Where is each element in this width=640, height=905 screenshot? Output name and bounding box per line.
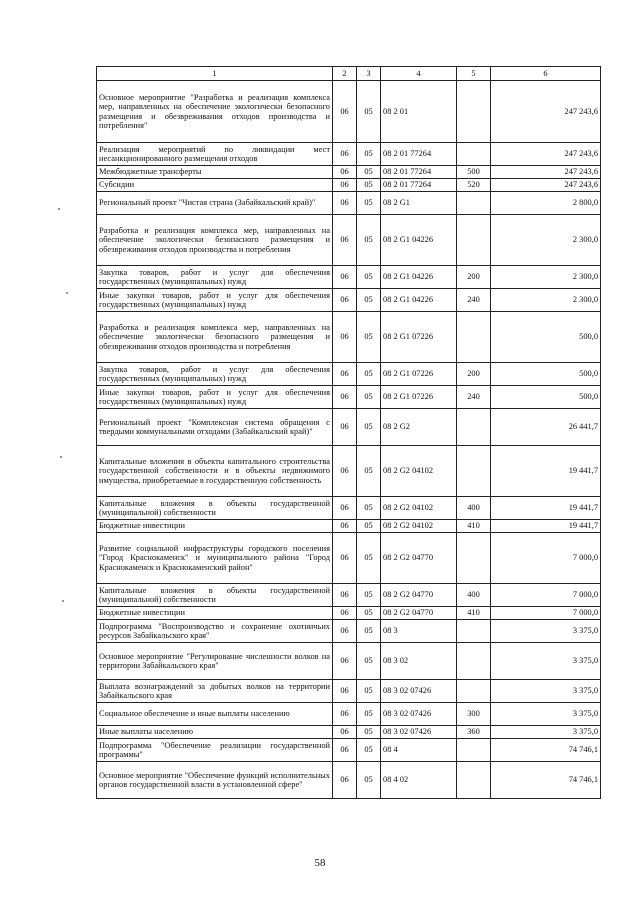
row-c3-cell: 05 xyxy=(357,81,381,143)
table-row xyxy=(97,497,601,520)
row-c5-cell xyxy=(457,762,491,799)
row-c4-cell: 08 2 G2 04770 xyxy=(381,584,457,607)
row-c6-cell: 247 243,6 xyxy=(491,81,601,143)
row-c6-cell: 500,0 xyxy=(491,386,601,409)
row-c5-cell: 410 xyxy=(457,607,491,620)
row-c5-cell xyxy=(457,215,491,266)
row-c4-cell: 08 2 01 xyxy=(381,81,457,143)
row-c4-cell: 08 3 02 07426 xyxy=(381,726,457,739)
row-c6-cell: 19 441,7 xyxy=(491,446,601,497)
row-c3-cell: 05 xyxy=(357,179,381,192)
row-c5-cell xyxy=(457,409,491,446)
row-c4-cell: 08 4 02 xyxy=(381,762,457,799)
row-c2-cell: 06 xyxy=(333,363,357,386)
row-c2-cell: 06 xyxy=(333,446,357,497)
table-row xyxy=(97,584,601,607)
row-c3-cell: 05 xyxy=(357,762,381,799)
row-name-cell: Подпрограмма "Воспроизводство и сохранение охотничьих ресурсов Забайкальского края" xyxy=(97,620,333,643)
row-c3-cell: 05 xyxy=(357,739,381,762)
table-row xyxy=(97,726,601,739)
row-c4-cell: 08 2 G1 04226 xyxy=(381,289,457,312)
row-c6-cell: 3 375,0 xyxy=(491,680,601,703)
row-c5-cell: 360 xyxy=(457,726,491,739)
row-c5-cell: 400 xyxy=(457,584,491,607)
row-c6-cell: 247 243,6 xyxy=(491,143,601,166)
row-name-cell: Капитальные вложения в объекты капитального строительства государственной собственности и в объекты недвижимого имущества, приобретаемые в государственную собственность xyxy=(97,446,333,497)
row-c2-cell: 06 xyxy=(333,703,357,726)
table-row xyxy=(97,289,601,312)
row-c6-cell: 2 800,0 xyxy=(491,192,601,215)
row-c2-cell: 06 xyxy=(333,289,357,312)
row-c2-cell: 06 xyxy=(333,497,357,520)
scan-speck xyxy=(66,292,68,294)
row-c3-cell: 05 xyxy=(357,289,381,312)
row-name-cell: Иные закупки товаров, работ и услуг для обеспечения государственных (муниципальных) нужд xyxy=(97,386,333,409)
row-c5-cell: 200 xyxy=(457,363,491,386)
scan-speck xyxy=(60,456,62,458)
row-c3-cell: 05 xyxy=(357,533,381,584)
row-c6-cell: 3 375,0 xyxy=(491,703,601,726)
row-c5-cell xyxy=(457,446,491,497)
row-c3-cell: 05 xyxy=(357,726,381,739)
row-c4-cell: 08 4 xyxy=(381,739,457,762)
row-name-cell: Иные выплаты населению xyxy=(97,726,333,739)
row-c4-cell: 08 2 G2 04770 xyxy=(381,533,457,584)
row-name-cell: Закупка товаров, работ и услуг для обеспечения государственных (муниципальных) нужд xyxy=(97,266,333,289)
row-c2-cell: 06 xyxy=(333,584,357,607)
row-c3-cell: 05 xyxy=(357,584,381,607)
row-c5-cell: 240 xyxy=(457,386,491,409)
row-c2-cell: 06 xyxy=(333,520,357,533)
row-c6-cell: 19 441,7 xyxy=(491,497,601,520)
table-row xyxy=(97,386,601,409)
row-c5-cell xyxy=(457,81,491,143)
row-c3-cell: 05 xyxy=(357,497,381,520)
row-c5-cell: 300 xyxy=(457,703,491,726)
row-c6-cell: 2 300,0 xyxy=(491,266,601,289)
row-name-cell: Бюджетные инвестиции xyxy=(97,607,333,620)
row-c3-cell: 05 xyxy=(357,266,381,289)
column-header: 5 xyxy=(457,67,491,81)
row-c6-cell: 247 243,6 xyxy=(491,179,601,192)
row-c3-cell: 05 xyxy=(357,409,381,446)
column-header: 4 xyxy=(381,67,457,81)
table-row xyxy=(97,680,601,703)
row-c2-cell: 06 xyxy=(333,726,357,739)
row-c2-cell: 06 xyxy=(333,179,357,192)
table-row xyxy=(97,620,601,643)
row-name-cell: Закупка товаров, работ и услуг для обеспечения государственных (муниципальных) нужд xyxy=(97,363,333,386)
row-name-cell: Капитальные вложения в объекты государственной (муниципальной) собственности xyxy=(97,584,333,607)
table-row xyxy=(97,166,601,179)
row-c3-cell: 05 xyxy=(357,620,381,643)
row-c2-cell: 06 xyxy=(333,386,357,409)
budget-table xyxy=(96,66,601,799)
row-c6-cell: 3 375,0 xyxy=(491,726,601,739)
row-name-cell: Разработка и реализация комплекса мер, направленных на обеспечение экологически безопасного размещения и обезвреживания отходов производства и потребления xyxy=(97,312,333,363)
table-row xyxy=(97,312,601,363)
row-c6-cell: 2 300,0 xyxy=(491,215,601,266)
row-name-cell: Развитие социальной инфраструктуры городского поселения "Город Краснокаменск" и муниципального района "Город Краснокаменск и Краснокаменский район" xyxy=(97,533,333,584)
column-header: 6 xyxy=(491,67,601,81)
row-c4-cell: 08 3 02 07426 xyxy=(381,680,457,703)
row-c6-cell: 74 746,1 xyxy=(491,762,601,799)
row-c4-cell: 08 2 G1 04226 xyxy=(381,215,457,266)
table-row xyxy=(97,520,601,533)
row-c3-cell: 05 xyxy=(357,607,381,620)
row-c2-cell: 06 xyxy=(333,215,357,266)
table-row xyxy=(97,739,601,762)
row-c5-cell xyxy=(457,143,491,166)
row-c3-cell: 05 xyxy=(357,363,381,386)
row-c2-cell: 06 xyxy=(333,739,357,762)
row-c4-cell: 08 2 G1 xyxy=(381,192,457,215)
row-name-cell: Иные закупки товаров, работ и услуг для обеспечения государственных (муниципальных) нужд xyxy=(97,289,333,312)
row-c2-cell: 06 xyxy=(333,533,357,584)
row-c4-cell: 08 2 01 77264 xyxy=(381,179,457,192)
column-header: 2 xyxy=(333,67,357,81)
row-c4-cell: 08 2 G2 04770 xyxy=(381,607,457,620)
row-c2-cell: 06 xyxy=(333,81,357,143)
row-name-cell: Межбюджетные трансферты xyxy=(97,166,333,179)
row-c2-cell: 06 xyxy=(333,643,357,680)
row-c2-cell: 06 xyxy=(333,166,357,179)
row-c2-cell: 06 xyxy=(333,192,357,215)
row-c3-cell: 05 xyxy=(357,680,381,703)
row-name-cell: Капитальные вложения в объекты государственной (муниципальной) собственности xyxy=(97,497,333,520)
row-c3-cell: 05 xyxy=(357,312,381,363)
page-number: 58 xyxy=(314,857,326,869)
row-c3-cell: 05 xyxy=(357,143,381,166)
row-name-cell: Региональный проект "Комплексная система обращения с твердыми коммунальными отходами (Забайкальский край)" xyxy=(97,409,333,446)
row-c4-cell: 08 2 G1 07226 xyxy=(381,312,457,363)
table-row xyxy=(97,533,601,584)
row-c5-cell xyxy=(457,192,491,215)
table-row xyxy=(97,215,601,266)
row-c6-cell: 26 441,7 xyxy=(491,409,601,446)
table-row xyxy=(97,643,601,680)
row-c6-cell: 7 000,0 xyxy=(491,533,601,584)
row-c3-cell: 05 xyxy=(357,215,381,266)
row-c4-cell: 08 2 G2 04102 xyxy=(381,446,457,497)
table-row xyxy=(97,409,601,446)
row-c2-cell: 06 xyxy=(333,620,357,643)
row-c2-cell: 06 xyxy=(333,680,357,703)
row-name-cell: Подпрограмма "Обеспечение реализации государственной программы" xyxy=(97,739,333,762)
row-c6-cell: 19 441,7 xyxy=(491,520,601,533)
row-c6-cell: 247 243,6 xyxy=(491,166,601,179)
scan-speck xyxy=(58,208,60,210)
row-c4-cell: 08 2 G2 04102 xyxy=(381,497,457,520)
row-c5-cell: 200 xyxy=(457,266,491,289)
header-row xyxy=(97,67,601,81)
row-c3-cell: 05 xyxy=(357,192,381,215)
row-c4-cell: 08 3 02 xyxy=(381,643,457,680)
row-c4-cell: 08 2 G1 07226 xyxy=(381,386,457,409)
row-name-cell: Социальное обеспечение и иные выплаты населению xyxy=(97,703,333,726)
row-c3-cell: 05 xyxy=(357,703,381,726)
row-c2-cell: 06 xyxy=(333,266,357,289)
table-row xyxy=(97,143,601,166)
table-row xyxy=(97,446,601,497)
row-c4-cell: 08 3 xyxy=(381,620,457,643)
row-c3-cell: 05 xyxy=(357,643,381,680)
row-c6-cell: 74 746,1 xyxy=(491,739,601,762)
row-c2-cell: 06 xyxy=(333,607,357,620)
row-c5-cell xyxy=(457,533,491,584)
row-c5-cell: 240 xyxy=(457,289,491,312)
row-name-cell: Реализация мероприятий по ликвидации мест несанкционированного размещения отходов xyxy=(97,143,333,166)
row-name-cell: Субсидии xyxy=(97,179,333,192)
row-c5-cell xyxy=(457,312,491,363)
table-row xyxy=(97,179,601,192)
row-c4-cell: 08 2 G2 xyxy=(381,409,457,446)
row-name-cell: Выплата вознаграждений за добытых волков на территории Забайкальского края xyxy=(97,680,333,703)
row-c3-cell: 05 xyxy=(357,446,381,497)
row-c6-cell: 3 375,0 xyxy=(491,643,601,680)
row-name-cell: Основное мероприятие "Регулирование численности волков на территории Забайкальского края" xyxy=(97,643,333,680)
column-header: 1 xyxy=(97,67,333,81)
row-c6-cell: 3 375,0 xyxy=(491,620,601,643)
row-c5-cell: 500 xyxy=(457,166,491,179)
table-body xyxy=(97,81,601,799)
row-c6-cell: 7 000,0 xyxy=(491,607,601,620)
table-row xyxy=(97,81,601,143)
row-name-cell: Основное мероприятие "Обеспечение функций исполнительных органов государственной власти в установленной сфере" xyxy=(97,762,333,799)
row-c4-cell: 08 2 G2 04102 xyxy=(381,520,457,533)
row-c3-cell: 05 xyxy=(357,386,381,409)
row-c4-cell: 08 2 01 77264 xyxy=(381,143,457,166)
row-c2-cell: 06 xyxy=(333,762,357,799)
row-c6-cell: 7 000,0 xyxy=(491,584,601,607)
table-row xyxy=(97,703,601,726)
row-c4-cell: 08 2 G1 04226 xyxy=(381,266,457,289)
table-row xyxy=(97,363,601,386)
row-c5-cell: 520 xyxy=(457,179,491,192)
row-name-cell: Региональный проект "Чистая страна (Забайкальский край)" xyxy=(97,192,333,215)
row-c5-cell xyxy=(457,680,491,703)
row-name-cell: Бюджетные инвестиции xyxy=(97,520,333,533)
row-c3-cell: 05 xyxy=(357,166,381,179)
row-c2-cell: 06 xyxy=(333,409,357,446)
table-row xyxy=(97,266,601,289)
row-name-cell: Разработка и реализация комплекса мер, направленных на обеспечение экологически безопасного размещения и обезвреживания отходов производства и потребления xyxy=(97,215,333,266)
table-row xyxy=(97,762,601,799)
row-c4-cell: 08 3 02 07426 xyxy=(381,703,457,726)
row-c2-cell: 06 xyxy=(333,312,357,363)
row-c2-cell: 06 xyxy=(333,143,357,166)
scan-speck xyxy=(62,600,64,602)
column-header: 3 xyxy=(357,67,381,81)
row-c5-cell xyxy=(457,620,491,643)
row-c5-cell xyxy=(457,643,491,680)
table-row xyxy=(97,192,601,215)
row-c5-cell: 410 xyxy=(457,520,491,533)
row-c4-cell: 08 2 G1 07226 xyxy=(381,363,457,386)
table-row xyxy=(97,607,601,620)
row-c6-cell: 500,0 xyxy=(491,312,601,363)
row-c6-cell: 2 300,0 xyxy=(491,289,601,312)
row-c5-cell: 400 xyxy=(457,497,491,520)
row-c3-cell: 05 xyxy=(357,520,381,533)
row-name-cell: Основное мероприятие "Разработка и реализация комплекса мер, направленных на обеспечение экологически безопасного размещения и обезвреживания отходов производства и потребления" xyxy=(97,81,333,143)
row-c6-cell: 500,0 xyxy=(491,363,601,386)
row-c4-cell: 08 2 01 77264 xyxy=(381,166,457,179)
row-c5-cell xyxy=(457,739,491,762)
